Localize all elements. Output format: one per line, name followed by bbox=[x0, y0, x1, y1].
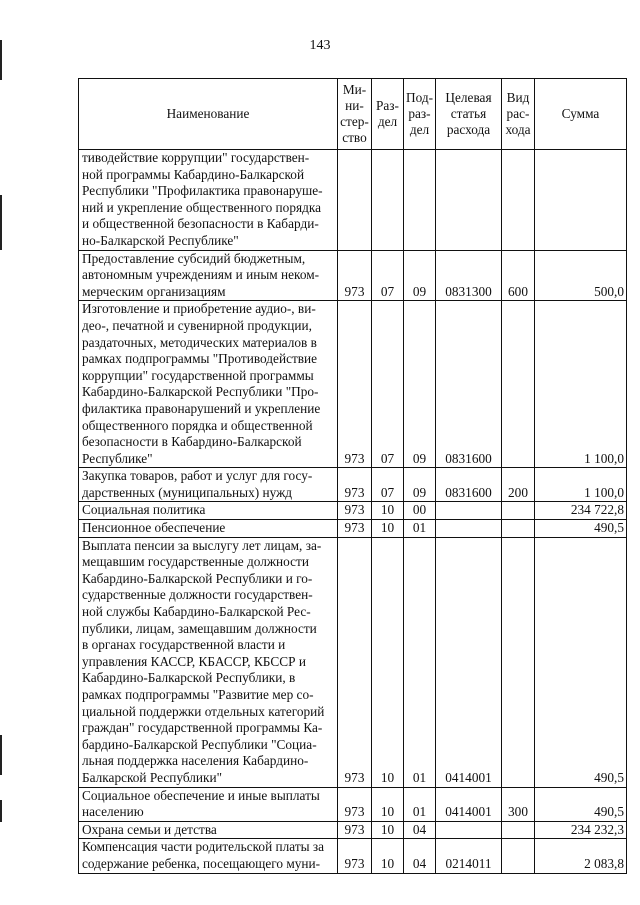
cell-ministry: 973 bbox=[338, 520, 372, 538]
cell-vid bbox=[502, 502, 535, 520]
table-row bbox=[79, 502, 627, 520]
cell-name: Компенсация части родительской платы за содержание ребенка, посещающего муни- bbox=[79, 839, 338, 873]
cell-vid bbox=[502, 150, 535, 251]
cell-ministry: 973 bbox=[338, 250, 372, 301]
cell-razdel: 10 bbox=[372, 520, 404, 538]
table-row bbox=[79, 468, 627, 502]
table-header-row bbox=[79, 79, 627, 150]
cell-name: Социальная политика bbox=[79, 502, 338, 520]
cell-target: 0831300 bbox=[436, 250, 502, 301]
cell-ministry: 973 bbox=[338, 821, 372, 839]
scan-edge-mark-lower bbox=[0, 735, 2, 775]
page-number: 143 bbox=[309, 38, 331, 53]
table-row bbox=[79, 250, 627, 301]
cell-sum: 490,5 bbox=[535, 520, 627, 538]
cell-sum: 500,0 bbox=[535, 250, 627, 301]
header-ministry: Ми- ни- стер- ство bbox=[338, 79, 372, 150]
cell-vid: 600 bbox=[502, 250, 535, 301]
cell-razdel: 10 bbox=[372, 821, 404, 839]
cell-podrazdel: 09 bbox=[404, 468, 436, 502]
cell-target: 0831600 bbox=[436, 468, 502, 502]
cell-ministry: 973 bbox=[338, 537, 372, 787]
cell-ministry: 973 bbox=[338, 468, 372, 502]
cell-name: Выплата пенсии за выслугу лет лицам, за- мещавшим государственные должности Кабардино-Балкарской Республики и го- сударственные должности государствен- ной службы Кабардино-Балкарской Рес- публики, лицам, замещавшим должности в органах государственной власти и управления КАССР, КБАССР, КБССР и Кабардино-Балкарской Республики, в рамках подпрограммы "Развитие мер со- циальной поддержки отдельных категорий граждан" государственной программы Ка- бардино-Балкарской Республики "Социа- льная поддержка населения Кабардино- Балкарской Республики" bbox=[79, 537, 338, 787]
cell-podrazdel: 09 bbox=[404, 301, 436, 468]
table-row bbox=[79, 787, 627, 821]
budget-table bbox=[78, 78, 627, 874]
cell-vid bbox=[502, 520, 535, 538]
cell-razdel: 10 bbox=[372, 502, 404, 520]
header-target: Целевая статья расхода bbox=[436, 79, 502, 150]
cell-ministry: 973 bbox=[338, 301, 372, 468]
cell-name: Закупка товаров, работ и услуг для госу- дарственных (муниципальных) нужд bbox=[79, 468, 338, 502]
cell-sum: 490,5 bbox=[535, 537, 627, 787]
table-row bbox=[79, 150, 627, 251]
cell-target bbox=[436, 502, 502, 520]
header-name: Наименование bbox=[79, 79, 338, 150]
table-body bbox=[79, 150, 627, 874]
cell-razdel: 07 bbox=[372, 468, 404, 502]
cell-target: 0214011 bbox=[436, 839, 502, 873]
cell-name: Социальное обеспечение и иные выплаты населению bbox=[79, 787, 338, 821]
header-podrazdel: Под- раз- дел bbox=[404, 79, 436, 150]
cell-vid: 300 bbox=[502, 787, 535, 821]
cell-podrazdel: 00 bbox=[404, 502, 436, 520]
cell-podrazdel: 04 bbox=[404, 839, 436, 873]
cell-podrazdel: 01 bbox=[404, 520, 436, 538]
header-vid: Вид рас- хода bbox=[502, 79, 535, 150]
cell-vid bbox=[502, 537, 535, 787]
cell-target bbox=[436, 520, 502, 538]
cell-name: Охрана семьи и детства bbox=[79, 821, 338, 839]
cell-target bbox=[436, 821, 502, 839]
cell-razdel bbox=[372, 150, 404, 251]
table-row bbox=[79, 537, 627, 787]
cell-podrazdel: 04 bbox=[404, 821, 436, 839]
cell-sum: 490,5 bbox=[535, 787, 627, 821]
cell-target bbox=[436, 150, 502, 251]
scan-edge-mark-bottom bbox=[0, 800, 2, 822]
cell-sum bbox=[535, 150, 627, 251]
cell-ministry bbox=[338, 150, 372, 251]
cell-name: тиводействие коррупции" государствен- ной программы Кабардино-Балкарской Республики "Профилактика правонаруше- ний и укрепление общественного порядка и общественной безопасности в Кабарди- но-Балкарской Республике" bbox=[79, 150, 338, 251]
cell-razdel: 10 bbox=[372, 537, 404, 787]
cell-vid bbox=[502, 839, 535, 873]
cell-sum: 2 083,8 bbox=[535, 839, 627, 873]
cell-name: Предоставление субсидий бюджетным, автономным учреждениям и иным неком- мерческим организациям bbox=[79, 250, 338, 301]
cell-podrazdel: 09 bbox=[404, 250, 436, 301]
cell-sum: 1 100,0 bbox=[535, 468, 627, 502]
cell-vid bbox=[502, 301, 535, 468]
cell-name: Изготовление и приобретение аудио-, ви- део-, печатной и сувенирной продукции, раздаточных, методических материалов в рамках подпрограммы "Противодействие коррупции" государственной программы Кабардино-Балкарской Республики "Про- филактика правонарушений и укрепление общественного порядка и общественной безопасности в Кабардино-Балкарской Республике" bbox=[79, 301, 338, 468]
cell-ministry: 973 bbox=[338, 787, 372, 821]
cell-razdel: 10 bbox=[372, 787, 404, 821]
cell-sum: 234 232,3 bbox=[535, 821, 627, 839]
cell-vid bbox=[502, 821, 535, 839]
cell-razdel: 10 bbox=[372, 839, 404, 873]
cell-target: 0414001 bbox=[436, 537, 502, 787]
cell-podrazdel: 01 bbox=[404, 787, 436, 821]
cell-sum: 234 722,8 bbox=[535, 502, 627, 520]
cell-name: Пенсионное обеспечение bbox=[79, 520, 338, 538]
scan-edge-mark-middle bbox=[0, 195, 2, 250]
table-row bbox=[79, 821, 627, 839]
cell-target: 0414001 bbox=[436, 787, 502, 821]
header-sum: Сумма bbox=[535, 79, 627, 150]
cell-target: 0831600 bbox=[436, 301, 502, 468]
cell-razdel: 07 bbox=[372, 250, 404, 301]
header-razdel: Раз- дел bbox=[372, 79, 404, 150]
cell-sum: 1 100,0 bbox=[535, 301, 627, 468]
table-row bbox=[79, 520, 627, 538]
cell-podrazdel: 01 bbox=[404, 537, 436, 787]
cell-ministry: 973 bbox=[338, 502, 372, 520]
cell-vid: 200 bbox=[502, 468, 535, 502]
table-row bbox=[79, 839, 627, 873]
cell-ministry: 973 bbox=[338, 839, 372, 873]
cell-podrazdel bbox=[404, 150, 436, 251]
table-row bbox=[79, 301, 627, 468]
cell-razdel: 07 bbox=[372, 301, 404, 468]
